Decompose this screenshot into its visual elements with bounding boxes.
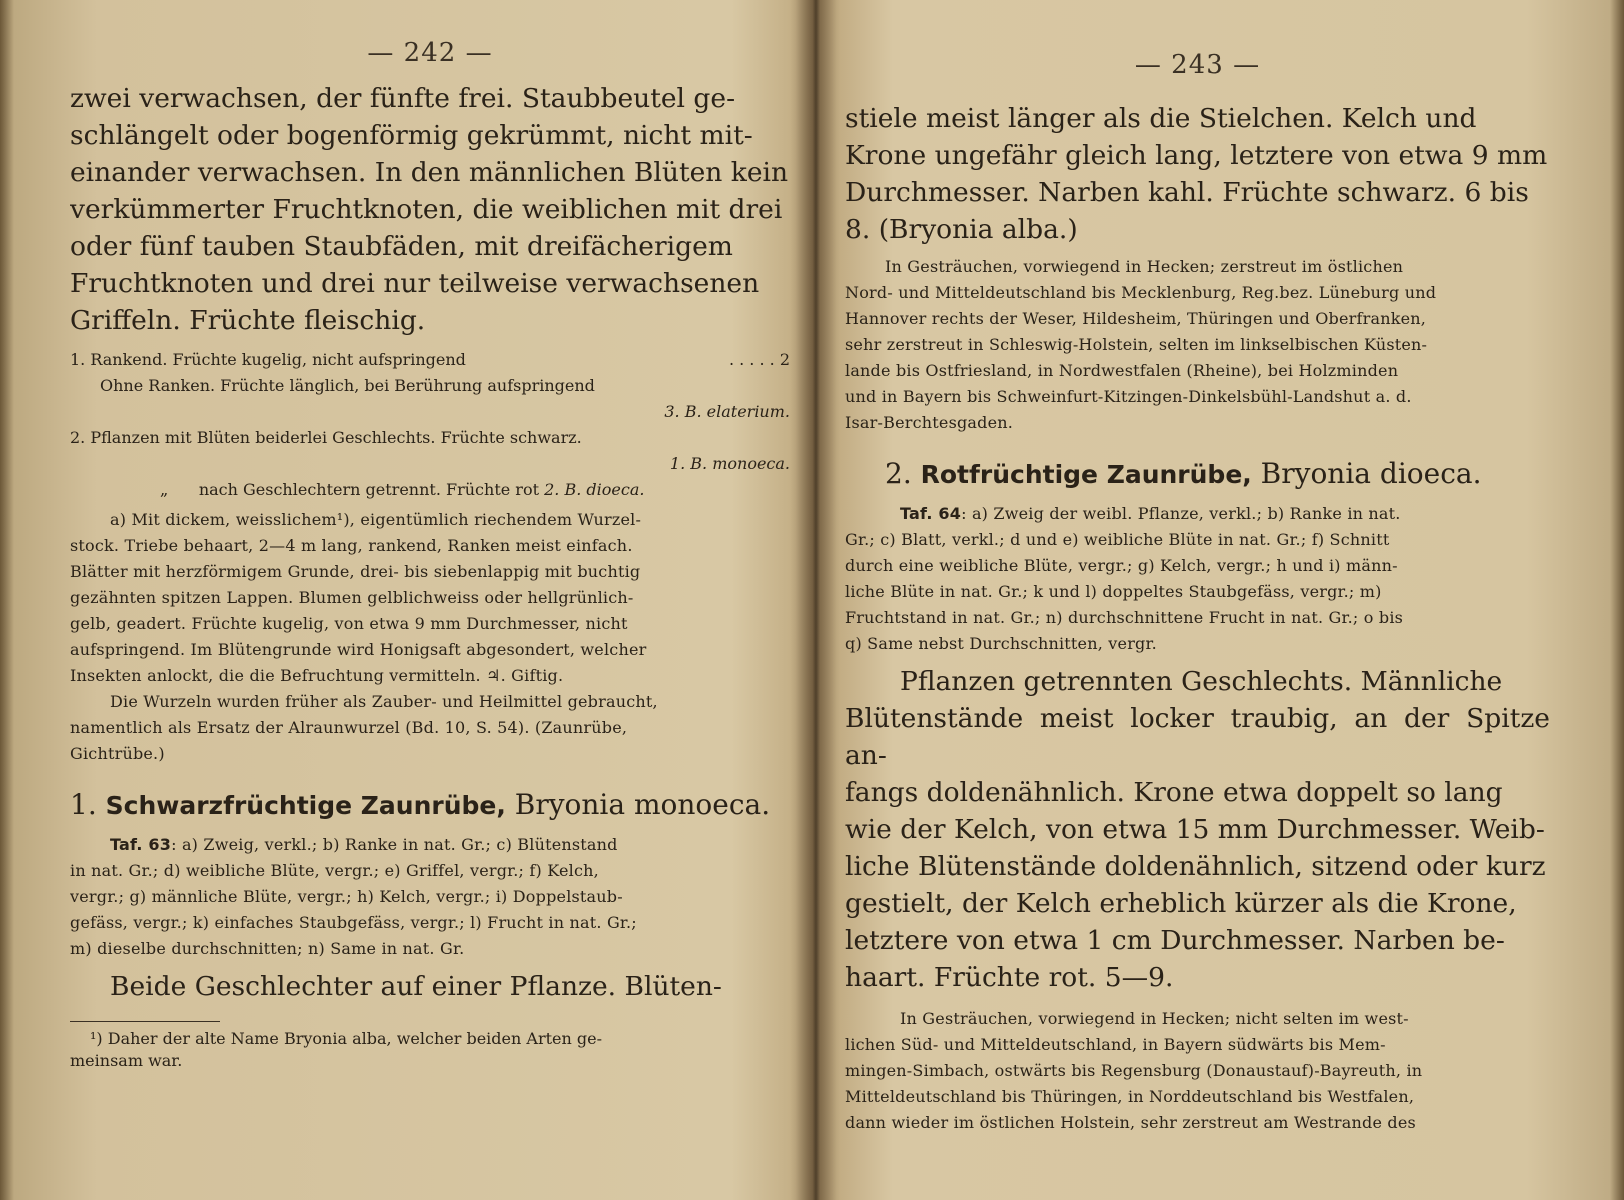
plate-text: : a) Zweig, verkl.; b) Ranke in nat. Gr.; c) Blütenstand: [171, 835, 618, 854]
text-line: stiele meist länger als die Stielchen. Kelch und: [845, 103, 1477, 134]
text-line: [70, 832, 790, 858]
ditto-mark: „: [160, 480, 169, 499]
text-line: Die Wurzeln wurden früher als Zauber- und Heilmittel gebraucht,: [110, 692, 658, 711]
key-entry: [70, 451, 790, 477]
text-line: gelb, geadert. Früchte kugelig, von etwa 9 mm Durchmesser, nicht: [70, 614, 628, 633]
text-line: meinsam war.: [70, 1051, 183, 1070]
text-line: gestielt, der Kelch erheblich kürzer als die Krone,: [845, 888, 1517, 919]
text-line: aufspringend. Im Blütengrunde wird Honigsaft abgesondert, welcher: [70, 640, 647, 659]
text-line: verkümmerter Fruchtknoten, die weiblichen mit drei: [70, 194, 783, 225]
text-line: vergr.; g) männliche Blüte, vergr.; h) Kelch, vergr.; i) Doppelstaub-: [70, 887, 623, 906]
page-number-left: — 242 —: [367, 38, 493, 68]
plate-label: Taf. 64: [900, 504, 962, 523]
text-line: q) Same nebst Durchschnitten, vergr.: [845, 634, 1157, 653]
text-line: dann wieder im östlichen Holstein, sehr zerstreut am Westrande des: [845, 1113, 1416, 1132]
right-paragraph-1: [845, 100, 1550, 248]
left-page-edge: [0, 0, 14, 1200]
text-line: liche Blüte in nat. Gr.; k und l) doppeltes Staubgefäss, vergr.; m): [845, 582, 1382, 601]
species-heading-2: [845, 454, 1550, 495]
text-line: Mitteldeutschland bis Thüringen, in Norddeutschland bis Westfalen,: [845, 1087, 1415, 1106]
text-line: in nat. Gr.; d) weibliche Blüte, vergr.; e) Griffel, vergr.; f) Kelch,: [70, 861, 599, 880]
plate-text: : a) Zweig der weibl. Pflanze, verkl.; b) Ranke in nat.: [961, 504, 1401, 523]
text-line: mingen-Simbach, ostwärts bis Regensburg (Donaustauf)-Bayreuth, in: [845, 1061, 1423, 1080]
text-line: lande bis Ostfriesland, in Nordwestfalen (Rheine), bei Holzminden: [845, 361, 1399, 380]
text-line: Insekten anlockt, die die Befruchtung vermitteln. ♃. Giftig.: [70, 666, 564, 685]
text-line: Hannover rechts der Weser, Hildesheim, Thüringen und Oberfranken,: [845, 309, 1427, 328]
footnote: [70, 1028, 790, 1072]
text-line: m) dieselbe durchschnitten; n) Same in nat. Gr.: [70, 939, 465, 958]
text-line: Fruchtstand in nat. Gr.; n) durchschnittene Frucht in nat. Gr.; o bis: [845, 608, 1404, 627]
text-line: Fruchtknoten und drei nur teilweise verwachsenen: [70, 268, 760, 299]
text-line: liche Blütenstände doldenähnlich, sitzend oder kurz: [845, 851, 1546, 882]
text-line: lichen Süd- und Mitteldeutschland, in Bayern südwärts bis Mem-: [845, 1035, 1386, 1054]
text-line: gezähnten spitzen Lappen. Blumen gelblichweiss oder hellgrünlich-: [70, 588, 634, 607]
identification-key: [70, 347, 790, 503]
right-paragraph-2: [845, 663, 1550, 996]
text-line: stock. Triebe behaart, 2—4 m lang, rankend, Ranken meist einfach.: [70, 536, 633, 555]
text-line: durch eine weibliche Blüte, vergr.; g) Kelch, vergr.; h und i) männ-: [845, 556, 1398, 575]
text-line: und in Bayern bis Schweinfurt-Kitzingen-Dinkelsbühl-Landshut a. d.: [845, 387, 1412, 406]
text-line: Krone ungefähr gleich lang, letztere von etwa 9 mm: [845, 140, 1548, 171]
book-gutter: [790, 0, 840, 1200]
text-line: [845, 501, 1550, 527]
heading-german-name: Schwarzfrüchtige Zaunrübe,: [105, 791, 506, 820]
text-line: einander verwachsen. In den männlichen Blüten kein: [70, 157, 789, 188]
text-line: letztere von etwa 1 cm Durchmesser. Narben be-: [845, 925, 1505, 956]
text-line: schlängelt oder bogenförmig gekrümmt, nicht mit-: [70, 120, 753, 151]
text-line: In Gesträuchen, vorwiegend in Hecken; nicht selten im west-: [900, 1009, 1409, 1028]
text-line: Durchmesser. Narben kahl. Früchte schwarz. 6 bis: [845, 177, 1529, 208]
text-line: fangs doldenähnlich. Krone etwa doppelt so lang: [845, 777, 1503, 808]
text-line: oder fünf tauben Staubfäden, mit dreifächerigem: [70, 231, 733, 262]
left-page: [70, 0, 790, 1200]
species-heading-1: [70, 785, 790, 826]
distribution-note-2: [845, 1006, 1550, 1136]
plate-label: Taf. 63: [110, 835, 172, 854]
text-line: 8. (Bryonia alba.): [845, 214, 1078, 245]
key-entry: [70, 477, 790, 503]
text-line: Pflanzen getrennten Geschlechts. Männliche: [900, 666, 1503, 697]
page-number-right: — 243 —: [1134, 50, 1261, 80]
key-text: 2. Pflanzen mit Blüten beiderlei Geschlechts. Früchte schwarz.: [70, 428, 582, 447]
key-entry: [70, 399, 790, 425]
key-text: [160, 477, 644, 503]
right-page-edge: [1610, 0, 1624, 1200]
left-paragraph-1: [70, 80, 790, 339]
text-line: a) Mit dickem, weisslichem¹), eigentümlich riechendem Wurzel-: [110, 510, 642, 529]
distribution-note-1: [845, 254, 1550, 436]
key-entry: [70, 373, 790, 399]
right-page: [845, 0, 1550, 1200]
left-usage-note: [70, 689, 790, 767]
text-line: Nord- und Mitteldeutschland bis Mecklenburg, Reg.bez. Lüneburg und: [845, 283, 1437, 302]
key-reference: 1. B. monoeca.: [669, 454, 790, 473]
text-line: zwei verwachsen, der fünfte frei. Staubbeutel ge-: [70, 83, 736, 114]
text-line: wie der Kelch, von etwa 15 mm Durchmesser. Weib-: [845, 814, 1545, 845]
text-line: Blätter mit herzförmigem Grunde, drei- bis siebenlappig mit buchtig: [70, 562, 641, 581]
text-line: In Gesträuchen, vorwiegend in Hecken; zerstreut im östlichen: [885, 257, 1404, 276]
key-reference: 3. B. elaterium.: [664, 402, 790, 421]
left-paragraph-4: Beide Geschlechter auf einer Pflanze. Blüten-: [110, 971, 722, 1002]
text-line: ¹) Daher der alte Name Bryonia alba, welcher beiden Arten ge-: [90, 1029, 602, 1048]
text-line: Gichtrübe.): [70, 744, 165, 763]
key-text: 1. Rankend. Früchte kugelig, nicht aufspringend: [70, 350, 466, 369]
text-line: Blütenstände meist locker traubig, an der Spitze an-: [845, 703, 1550, 771]
text-line: haart. Früchte rot. 5—9.: [845, 962, 1174, 993]
heading-latin-name: Bryonia dioeca.: [1260, 457, 1482, 490]
key-reference: . . . . . 2: [728, 350, 790, 369]
text-line: Gr.; c) Blatt, verkl.; d und e) weibliche Blüte in nat. Gr.; f) Schnitt: [845, 530, 1390, 549]
key-reference: 2. B. dioeca.: [544, 480, 645, 499]
heading-german-name: Rotfrüchtige Zaunrübe,: [920, 460, 1252, 489]
text-line: Griffeln. Früchte fleischig.: [70, 305, 426, 336]
text-line: sehr zerstreut in Schleswig-Holstein, selten im linkselbischen Küsten-: [845, 335, 1428, 354]
left-description: [70, 507, 790, 689]
key-entry: [70, 347, 790, 373]
key-entry: [70, 425, 790, 451]
text-line: namentlich als Ersatz der Alraunwurzel (Bd. 10, S. 54). (Zaunrübe,: [70, 718, 628, 737]
plate-caption-63: [70, 832, 790, 962]
text-line: Isar-Berchtesgaden.: [845, 413, 1014, 432]
key-text: Ohne Ranken. Früchte länglich, bei Berührung aufspringend: [100, 376, 595, 395]
text-line: gefäss, vergr.; k) einfaches Staubgefäss, vergr.; l) Frucht in nat. Gr.;: [70, 913, 637, 932]
plate-caption-64: [845, 501, 1550, 657]
heading-number: 1.: [70, 788, 97, 821]
key-text-inner: nach Geschlechtern getrennt. Früchte rot: [198, 480, 540, 499]
footnote-rule: [70, 1021, 220, 1022]
heading-number: 2.: [885, 457, 912, 490]
heading-latin-name: Bryonia monoeca.: [514, 788, 771, 821]
